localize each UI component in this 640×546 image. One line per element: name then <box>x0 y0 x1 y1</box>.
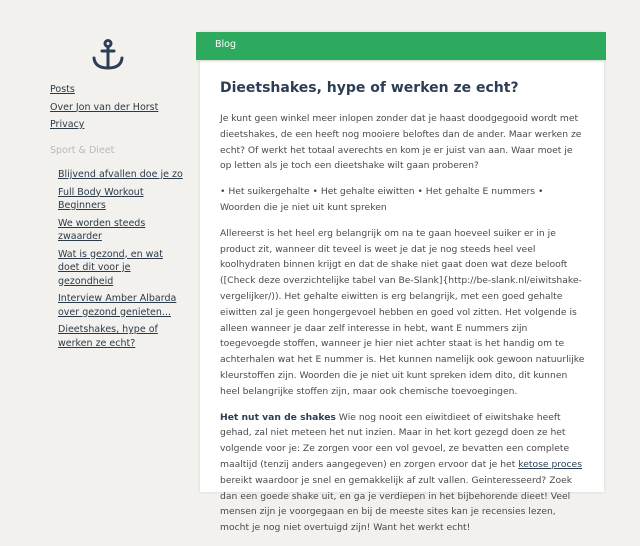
article <box>220 80 585 546</box>
paragraph-text: bereikt waardoor je snel en gemakkelijk af zult vallen. Geinteresseerd? Zoek dan een goede shake uit, en ga je verdiepen in het bijbehorende dieet! Veel mensen zijn je voorgegaan en bij de meeste sites kan je recensies lezen, mocht je nog niet overtuigd zijn! Want het werkt echt! <box>220 474 573 534</box>
sidebar-link[interactable]: Full Body Workout Beginners <box>58 186 144 211</box>
sidebar-link[interactable]: Dieetshakes, hype of werken ze echt? <box>58 324 158 349</box>
sidebar-link[interactable]: Wat is gezond, en wat doet dit voor je gezondheid <box>58 248 163 287</box>
nav-posts[interactable]: Posts <box>50 84 75 95</box>
tab-blog[interactable]: Blog <box>215 39 236 50</box>
category-links <box>58 168 183 354</box>
ketose-link[interactable]: ketose proces <box>518 458 582 470</box>
nav-about[interactable]: Over Jon van der Horst <box>50 101 159 113</box>
article-paragraph: Allereerst is het heel erg belangrijk om na te gaan hoeveel suiker er in je product zit, wanneer dit teveel is weet je dat je nog steeds heel veel koolhydraten binnen krijgt en dat de shake niet gaat doen wat deze belooft ([Check deze overzichtelijke tabel van Be-Slank]{http://be-slank.nl/eiwitshake-vergelijker/)). Het gehalte eiwitten is erg belangrijk, met een goed gehalte eiwitten zal je geen hongergevoel hebben en goed vol zitten. Het volgende is alleen wanneer je daar zelf interesse in hebt, want E nummers zijn toegevoegde stoffen, wanneer je hier niet achter staat is het handig om te achterhalen wat het E nummer is. Het kunnen namelijk ook gewoon natuurlijke kleurstoffen zijn. Woorden die je niet uit kunt spreken idem dito, dit kunnen heel belangrijke stoffen zijn, maar ook chemische toevoegingen. <box>220 227 585 397</box>
sidebar-link[interactable]: We worden steeds zwaarder <box>58 217 146 242</box>
main-nav <box>50 83 158 136</box>
sidebar-link[interactable]: Blijvend afvallen doe je zo <box>58 169 183 180</box>
article-bullets: • Het suikergehalte • Het gehalte eiwitten • Het gehalte E nummers • Woorden die je niet uit kunt spreken <box>220 186 544 213</box>
article-paragraph <box>220 410 585 536</box>
article-title: Dieetshakes, hype of werken ze echt? <box>220 80 519 96</box>
section-heading: Het nut van de shakes <box>220 411 336 423</box>
anchor-icon[interactable] <box>91 38 125 72</box>
sidebar-link[interactable]: Interview Amber Albarda over gezond genieten... <box>58 293 177 318</box>
nav-privacy[interactable]: Privacy <box>50 119 85 130</box>
header-shadow <box>196 60 606 63</box>
paragraph-text: Wie nog nooit een eiwitdieet of eiwitshake heeft gehad, zal niet meteen het nut inzien. Maar in het kort gezegd doen ze het volgende voor je: Ze zorgen voor een vol gevoel, ze bevatten een complete maaltijd (tenzij anders aangegeven) en zorgen ervoor dat je het <box>220 411 570 470</box>
blog-header-bar <box>196 32 606 60</box>
article-paragraph: Je kunt geen winkel meer inlopen zonder dat je haast doodgegooid wordt met dieetshakes, de een heeft nog mooiere beloftes dan de ander. Maar werken ze echt? Of werkt het totaal averechts en kom je er juist van aan. Waar moet je op letten als je toch een dieetshake wilt gaan proberen? <box>220 113 582 172</box>
section-title: Sport & Dieet <box>50 145 115 156</box>
